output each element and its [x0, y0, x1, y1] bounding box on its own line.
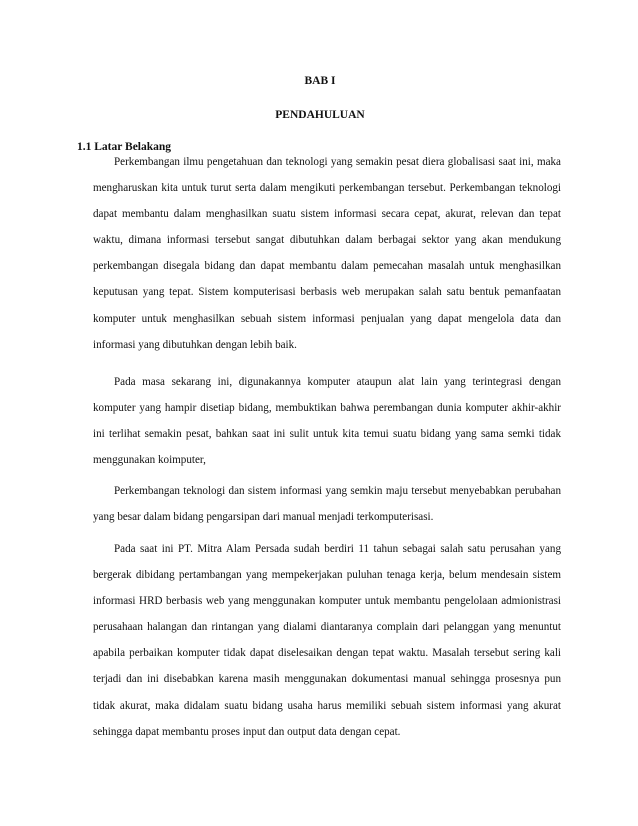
paragraph-3: Perkembangan teknologi dan sistem informasi yang semkin maju tersebut menyebabkan perubahan yang besar dalam bidang pengarsipan dari manual menjadi terkomputerisasi.: [93, 485, 561, 524]
paragraph-4: Pada saat ini PT. Mitra Alam Persada sudah berdiri 11 tahun sebagai salah satu perusahan yang bergerak dibidang pertambangan yang mempekerjakan puluhan tenaga kerja, belum mendesain sistem informasi HRD berbasis web yang menggunakan komputer untuk membantu pengelolaan admionistrasi perusahaan halangan dan rintangan yang dialami diantaranya complain dari pelanggan yang menuntut apabila perbaikan komputer tidak dapat diselesaikan dengan tepat waktu. Masalah tersebut sering kali terjadi dan ini disebabkan karena masih menggunakan dokumentasi manual sehingga prosesnya pun tidak akurat, maka didalam suatu bidang usaha harus memiliki sebuah sistem informasi yang akurat sehingga dapat membantu proses input dan output data dengan cepat.: [93, 543, 561, 738]
chapter-title: PENDAHULUAN: [275, 109, 365, 121]
section-heading: 1.1 Latar Belakang: [77, 141, 172, 153]
chapter-number: BAB I: [304, 75, 336, 87]
paragraph-2: Pada masa sekarang ini, digunakannya komputer ataupun alat lain yang terintegrasi dengan komputer yang hampir disetiap bidang, membuktikan bahwa perembangan dunia komputer akhir-akhir ini terlihat semakin pesat, bahkan saat ini sulit untuk kita temui suatu bidang yang sama semki tidak menggunakan koimputer,: [93, 376, 561, 467]
paragraph-1: Perkembangan ilmu pengetahuan dan teknologi yang semakin pesat diera globalisasi saat ini, maka mengharuskan kita untuk turut serta dalam mengikuti perkembangan tersebut. Perkembangan teknologi dapat membantu dalam menghasilkan suatu sistem informasi secara cepat, akurat, relevan dan tepat waktu, dimana informasi tersebut sangat dibutuhkan dalam berbagai sektor yang akan mendukung perkembangan disegala bidang dan dapat membantu dalam pemecahan masalah untuk menghasilkan keputusan yang tepat. Sistem komputerisasi berbasis web merupakan salah satu bentuk pemanfaatan komputer untuk menghasilkan sebuah sistem informasi penjualan yang dapat mengelola data dan informasi yang dibutuhkan dengan lebih baik.: [93, 156, 561, 351]
